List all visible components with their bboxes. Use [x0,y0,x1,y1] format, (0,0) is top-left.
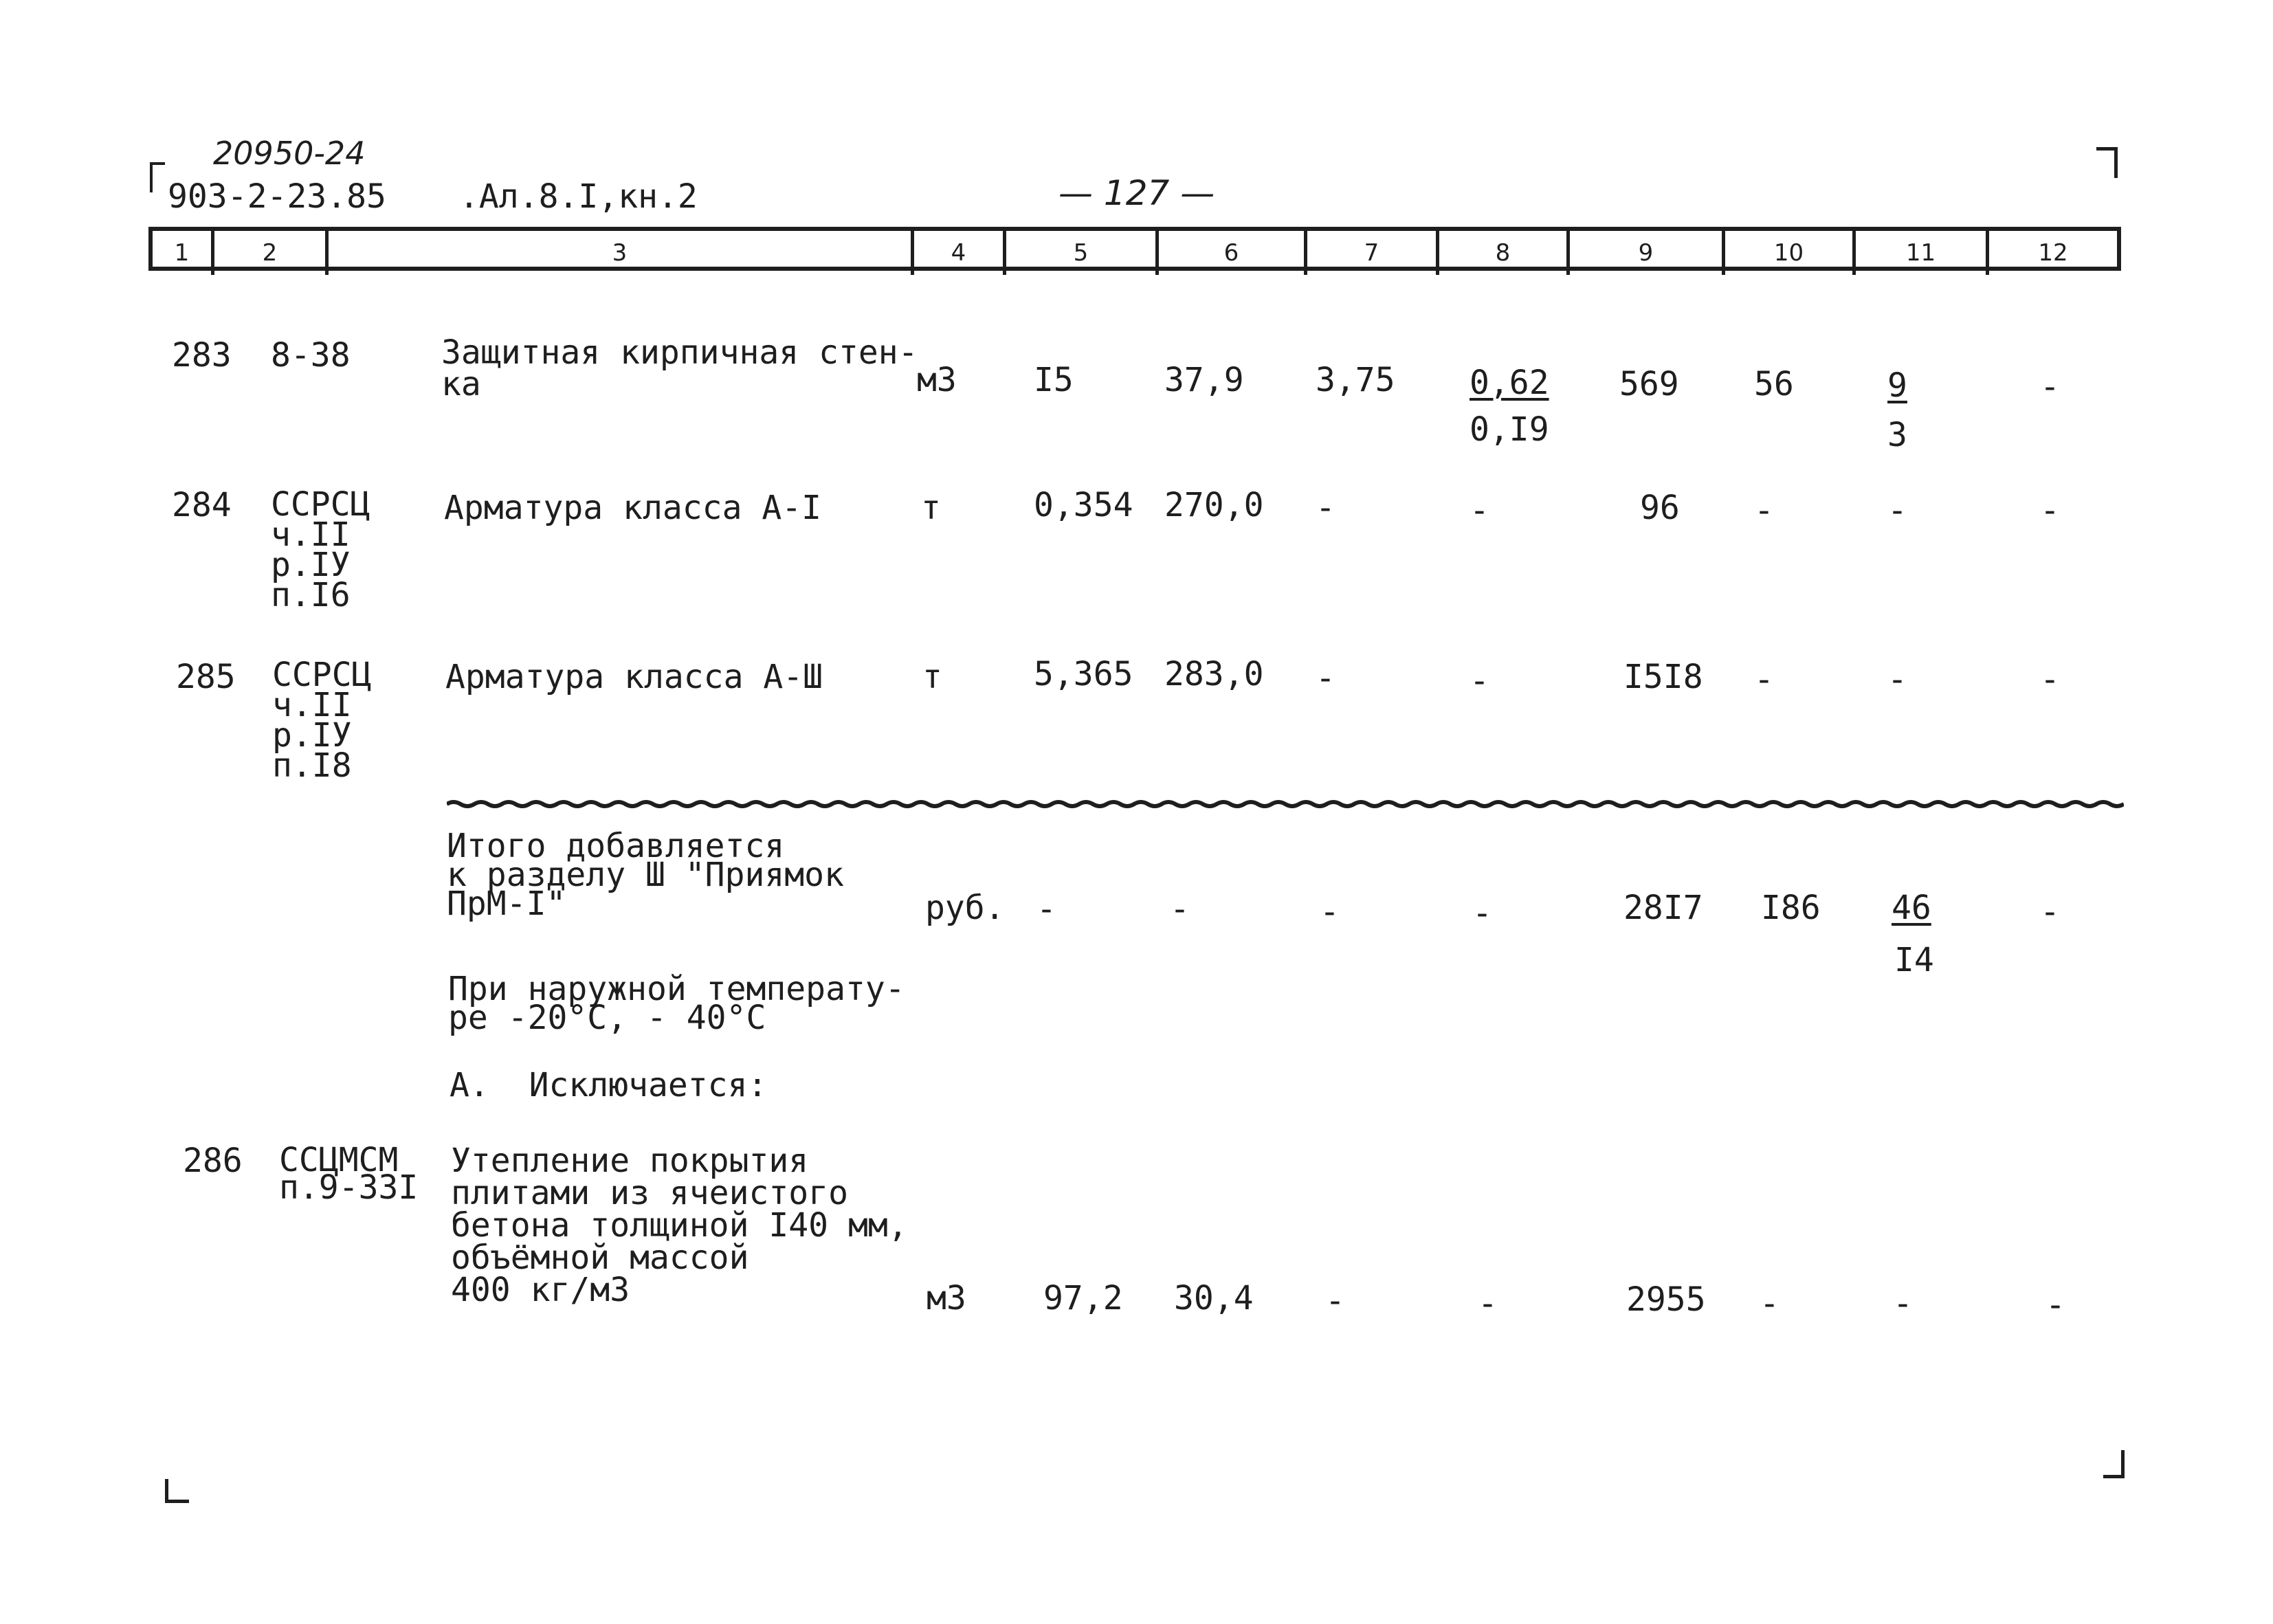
row-number: 283 [172,336,232,375]
wavy-divider [447,797,2124,811]
row-unit: т [921,489,941,527]
row-col8: - [1478,1284,1498,1323]
corner-mark-bottom-left [165,1479,189,1503]
handwritten-number: 20950-24 [213,135,366,172]
album-ref: .Ал.8.I,кн.2 [459,177,698,216]
temperature-note: При наружной температу- ре -20°С, - 40°С [448,970,905,1037]
row-quantity: 0,354 [1034,486,1133,524]
row-description: Арматура класса А-I [444,489,822,527]
row-col11: - [1887,491,1907,530]
row-col10: - [1760,1284,1779,1323]
total-col11-numerator: 46 [1892,889,1931,927]
row-col12: - [2045,1286,2065,1324]
row-col7: - [1325,1282,1345,1320]
row-col10: - [1754,660,1774,699]
column-header: 12 [2038,239,2068,267]
column-header-row [148,227,2121,271]
total-col12: - [2040,893,2060,931]
row-col8: - [1470,662,1489,700]
row-unit: т [922,658,942,696]
total-col9: 28I7 [1623,889,1703,927]
row-quantity: 5,365 [1034,655,1133,693]
row-col8-numerator: 0,62 [1470,364,1549,402]
row-col9: 2955 [1626,1280,1706,1319]
column-header: 10 [1725,231,1856,275]
total-description: Итого добавляется к разделу Ш "Приямок ПрМ-I" [447,827,844,923]
page-number: — 127 — [1058,173,1215,213]
row-number: 285 [176,658,236,696]
row-code: ССЦМСМ п.9-33I [279,1141,419,1207]
row-description: Арматура класса А-Ш [445,658,823,696]
row-col6: 30,4 [1174,1279,1254,1317]
row-col7: - [1316,489,1335,527]
row-col6: 270,0 [1164,486,1264,524]
row-description: Защитная кирпичная стен- ка [441,333,918,403]
row-code: ССРСЦ ч.II р.IУ п.I8 [272,656,372,785]
column-header: 1 [153,231,214,275]
total-unit: руб. [925,889,1005,927]
total-col10: I86 [1761,889,1821,927]
row-description: Утепление покрытия плитами из ячеистого бетона толщиной I40 мм, объёмной массой 400 кг/м3 [451,1142,908,1309]
column-header: 5 [1006,231,1159,275]
row-number: 284 [172,486,232,524]
corner-mark-top-left [150,162,165,192]
row-col6: 283,0 [1164,655,1264,693]
row-col9: 569 [1619,365,1679,403]
row-col11: - [1893,1284,1913,1323]
column-header: 4 [914,231,1006,275]
row-col8-denominator: 0,I9 [1470,410,1549,449]
row-col7: - [1316,659,1335,698]
column-header: 8 [1439,231,1570,275]
column-header: 6 [1159,231,1307,275]
total-col7: - [1320,893,1340,931]
row-col12: - [2040,368,2060,406]
row-col12: - [2040,491,2060,530]
row-code: ССРСЦ ч.II р.IУ п.I6 [271,485,370,614]
total-col11-denominator: I4 [1894,941,1934,979]
row-col11-numerator: 9 [1887,366,1907,405]
row-unit: м3 [917,361,957,399]
row-code: 8-38 [271,336,351,375]
row-quantity: 97,2 [1043,1279,1123,1317]
row-col11: - [1887,660,1907,699]
row-col9: 96 [1640,489,1680,527]
column-header: 7 [1307,231,1439,275]
column-header: 2 [214,231,329,275]
column-header: 11 [1856,231,1989,275]
row-col12: - [2040,660,2060,699]
column-header: 3 [329,231,914,275]
total-col5: - [1036,890,1056,928]
row-number: 286 [183,1142,243,1180]
row-col7: 3,75 [1316,361,1395,399]
corner-mark-top-right [2096,147,2118,178]
row-col8: - [1470,491,1489,530]
row-col11-denominator: 3 [1887,416,1907,454]
row-quantity: I5 [1034,361,1074,399]
column-header: 9 [1570,231,1725,275]
row-col9: I5I8 [1623,658,1703,696]
total-col6: - [1170,890,1190,928]
doc-code: 903-2-23.85 [168,177,386,216]
corner-mark-bottom-right [2103,1450,2125,1478]
section-excluded-heading: А. Исключается: [450,1066,768,1104]
total-col8: - [1472,894,1492,933]
row-col6: 37,9 [1164,361,1244,399]
row-col10: - [1754,491,1774,530]
row-col10: 56 [1754,365,1794,403]
row-unit: м3 [927,1279,966,1317]
